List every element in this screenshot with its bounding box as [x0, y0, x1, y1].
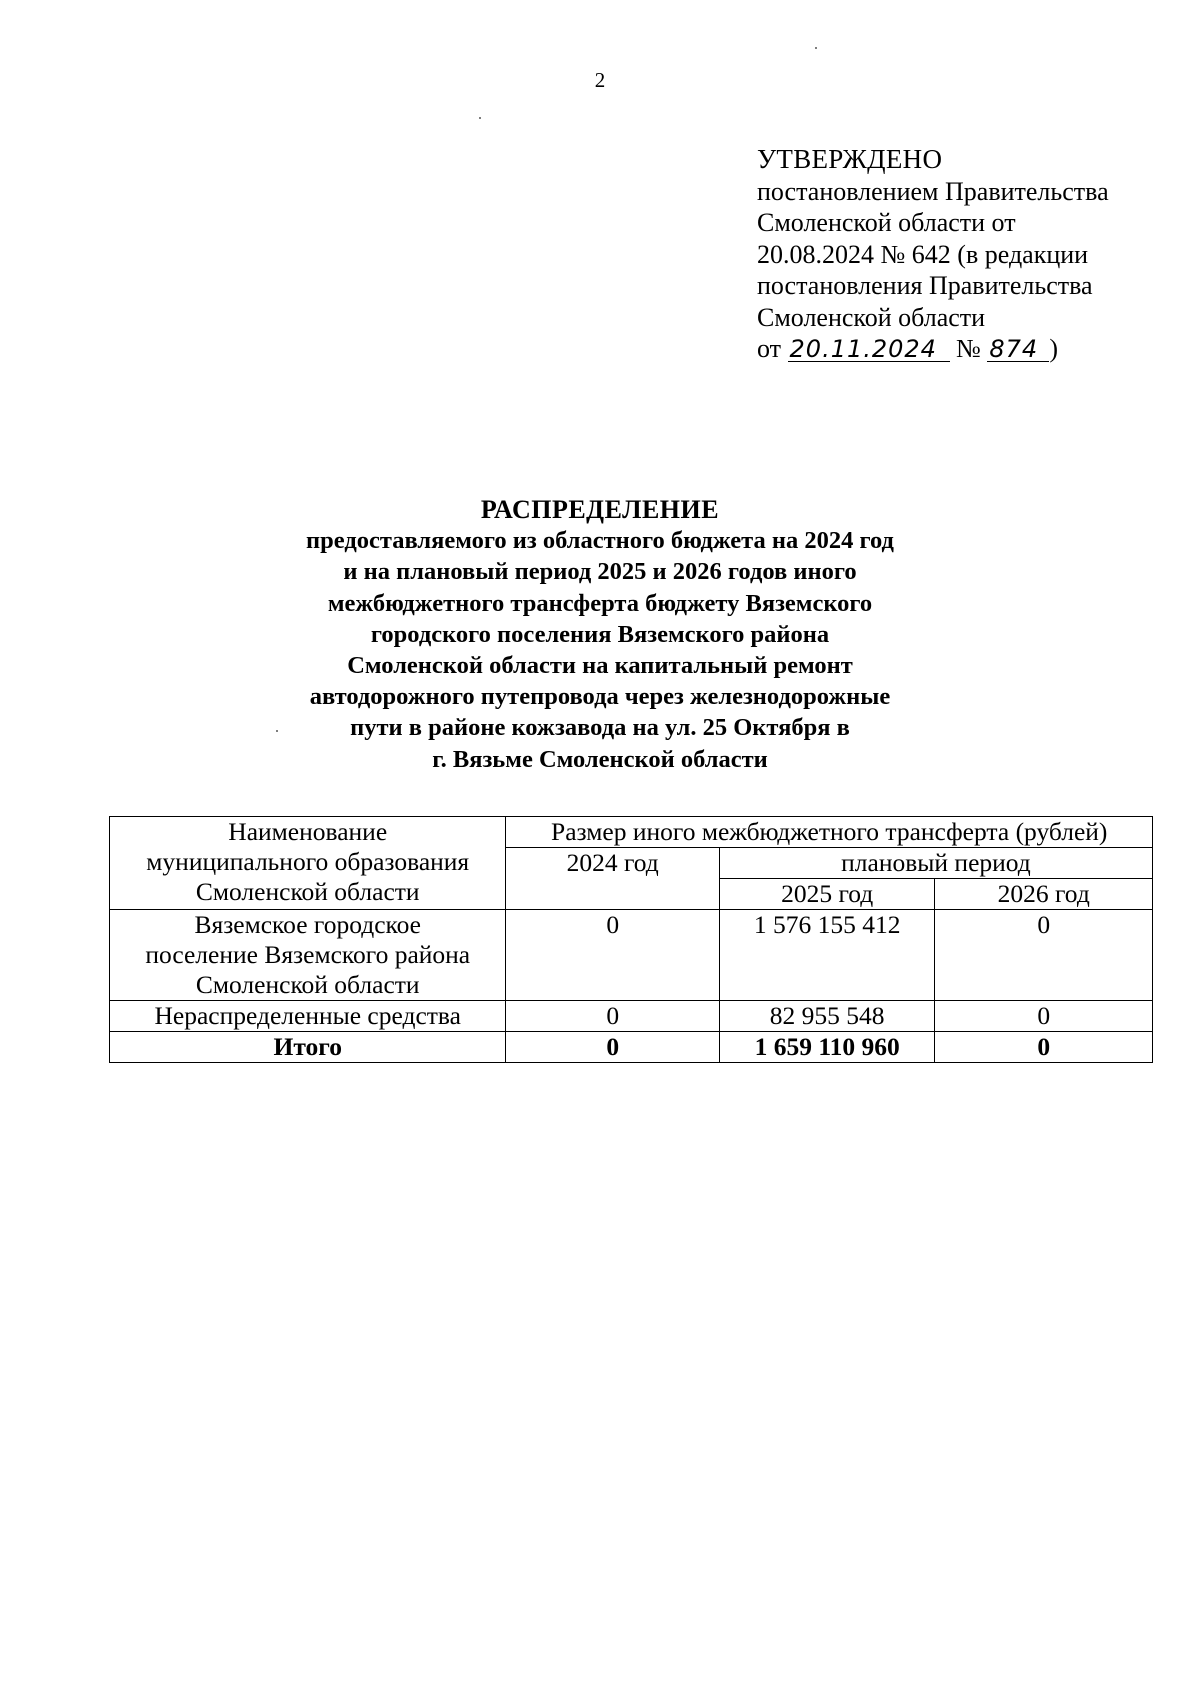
header-year-2025: 2025 год	[719, 879, 935, 910]
header-name-line: Наименование	[228, 817, 388, 846]
heading-line: городского поселения Вяземского района	[370, 620, 830, 648]
handwritten-date: 20.11.2024	[788, 337, 950, 362]
row-name-line: Смоленской области	[195, 970, 420, 999]
total-2026: 0	[935, 1032, 1153, 1063]
approval-number-label: №	[956, 334, 981, 363]
cell-2025: 1 576 155 412	[719, 910, 935, 1001]
distribution-table	[109, 816, 1153, 1063]
cell-2025: 82 955 548	[719, 1001, 935, 1032]
header-year-2024: 2024 год	[506, 848, 719, 910]
row-name-line: Вяземское городское	[194, 910, 421, 939]
heading-line: межбюджетного трансферта бюджету Вяземского	[327, 589, 873, 617]
cell-2026: 0	[935, 1001, 1153, 1032]
table-header-row	[110, 817, 1153, 848]
approval-title: УТВЕРЖДЕНО	[757, 144, 943, 174]
heading-line: автодорожного путепровода через железнодорожные	[309, 683, 891, 711]
header-name-line: Смоленской области	[195, 877, 420, 906]
scan-speck	[479, 117, 481, 119]
cell-2024: 0	[506, 1001, 719, 1032]
approval-line: Смоленской области от	[757, 208, 1016, 237]
approval-line: постановления Правительства	[757, 271, 1093, 300]
heading-line: Смоленской области на капитальный ремонт	[347, 652, 853, 680]
header-amount-group: Размер иного межбюджетного трансферта (рублей)	[506, 817, 1153, 848]
page-number: 2	[594, 68, 606, 92]
total-2025: 1 659 110 960	[719, 1032, 935, 1063]
approval-closing: )	[1049, 334, 1059, 363]
cell-2026: 0	[935, 910, 1153, 1001]
header-name-line: муниципального образования	[146, 847, 470, 876]
header-year-2026: 2026 год	[935, 879, 1153, 910]
document-heading	[150, 494, 1050, 775]
approval-line: 20.08.2024 № 642 (в редакции	[757, 239, 1089, 269]
cell-2024: 0	[506, 910, 719, 1001]
header-planned-period: плановый период	[719, 848, 1152, 879]
heading-title: РАСПРЕДЕЛЕНИЕ	[480, 495, 720, 524]
approval-block	[757, 144, 1177, 365]
heading-line: пути в районе кожзавода на ул. 25 Октября в	[350, 714, 850, 742]
heading-line: предоставляемого из областного бюджета на 2024 год	[306, 527, 894, 555]
approval-from-label: от	[757, 334, 782, 363]
approval-line: постановлением Правительства	[757, 176, 1109, 206]
table-row	[110, 910, 1153, 1001]
heading-line: и на плановый период 2025 и 2026 годов иного	[343, 558, 857, 586]
total-row	[110, 1032, 1153, 1063]
row-name-line: поселение Вяземского района	[145, 940, 471, 969]
scan-speck	[815, 47, 817, 49]
approval-line: Смоленской области	[757, 302, 986, 332]
row-name: Нераспределенные средства	[110, 1001, 506, 1032]
table-row	[110, 1001, 1153, 1032]
handwritten-number: 874	[987, 337, 1049, 362]
total-2024: 0	[506, 1032, 719, 1063]
scan-speck	[276, 730, 278, 732]
row-name	[110, 910, 506, 1001]
heading-line: г. Вязьме Смоленской области	[432, 745, 768, 773]
approval-date-line	[757, 333, 1177, 365]
total-label: Итого	[110, 1032, 506, 1063]
header-name-column	[110, 817, 506, 910]
